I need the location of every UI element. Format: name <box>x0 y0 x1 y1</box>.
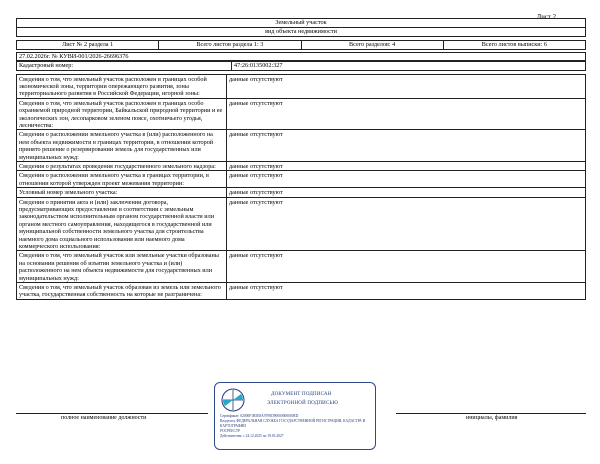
object-title: Земельный участок <box>17 19 586 28</box>
stamp-meta <box>220 414 372 439</box>
cadastral-value: 47:26:0135002:327 <box>232 62 586 71</box>
detail-label: Сведения о том, что земельный участок расположен в границах особой экономической зоны, территории опережающего развития, зоны территориального развития в Российской Федерации, игорной зоны: <box>17 74 227 98</box>
detail-value: данные отсутствуют <box>227 283 586 300</box>
position-line <box>16 413 208 414</box>
cadastral-bar <box>16 61 586 71</box>
cadastral-label: Кадастровый номер: <box>17 62 232 71</box>
position-caption: полное наименование должности <box>61 415 147 421</box>
rosreestr-logo-icon <box>221 388 245 412</box>
detail-label: Сведения о принятии акта и (или) заключении договора, предусматривающих предоставление в соответствии с земельным законодательством исполнительным органом государственной власти или органом местного самоуправления, находящегося в государственной или муниципальной собственности земельного участка для строительства наемного дома социального использования или наемного дома коммерческого использования: <box>17 197 227 251</box>
detail-label: Условный номер земельного участка: <box>17 188 227 197</box>
object-kind: вид объекта недвижимости <box>17 28 586 37</box>
extract-sheet <box>16 18 586 300</box>
stamp-title-1: ДОКУМЕНТ ПОДПИСАН <box>271 392 332 397</box>
detail-label: Сведения о расположении земельного участка в (или) расположенного на нем объекта недвижимости в границах территории, в отношении которой принято решение о резервировании земель для государственных или муниципальных нужд: <box>17 130 227 162</box>
detail-value: данные отсутствуют <box>227 161 586 170</box>
detail-row <box>17 171 586 188</box>
extract-number-bar <box>16 52 586 62</box>
stamp-title-2: ЭЛЕКТРОННОЙ ПОДПИСЬЮ <box>267 401 338 406</box>
total-sheets-section: Всего листов раздела 1: 3 <box>159 41 301 50</box>
detail-row <box>17 98 586 130</box>
detail-row <box>17 130 586 162</box>
detail-row <box>17 251 586 283</box>
extract-number: 27.02.2026г. № КУВИ-001/2026-26696376 <box>17 52 586 61</box>
detail-value: данные отсутствуют <box>227 188 586 197</box>
total-sheets-extract: Всего листов выписки: 6 <box>443 41 585 50</box>
detail-row <box>17 283 586 300</box>
name-caption: инициалы, фамилия <box>466 415 518 421</box>
stamp-owner: Владелец: ФЕДЕРАЛЬНАЯ СЛУЖБА ГОСУДАРСТВЕННОЙ РЕГИСТРАЦИИ, КАДАСТРА И КАРТОГРАФИИ <box>220 419 366 428</box>
detail-value: данные отсутствуют <box>227 171 586 188</box>
sheet-number: Лист 2 <box>536 14 556 21</box>
detail-row <box>17 197 586 251</box>
detail-row <box>17 161 586 170</box>
detail-label: Сведения о результатах проведения государственного земельного надзора: <box>17 161 227 170</box>
total-sections: Всего разделов: 4 <box>301 41 443 50</box>
detail-value: данные отсутствуют <box>227 251 586 283</box>
detail-value: данные отсутствуют <box>227 98 586 130</box>
name-line <box>396 413 586 414</box>
detail-row <box>17 188 586 197</box>
detail-label: Сведения о том, что земельный участок или земельные участки образованы на основании решения об изъятии земельного участка и (или) расположенного на нем объекта недвижимости для государственных или муниципальных нужд: <box>17 251 227 283</box>
detail-label: Сведения о расположении земельного участка в границах территории, в отношении которой утвержден проект межевания территории: <box>17 171 227 188</box>
stamp-validity: Действителен: с 24.12.2025 по 19.03.2027 <box>220 434 284 438</box>
detail-value: данные отсутствуют <box>227 130 586 162</box>
detail-row <box>17 74 586 98</box>
details-table <box>16 74 586 300</box>
header-table <box>16 18 586 37</box>
stamp-owner-2: РОСРЕЕСТР <box>220 429 241 433</box>
detail-value: данные отсутствуют <box>227 74 586 98</box>
sheet-info-bar <box>16 40 586 50</box>
sheet-of-section: Лист № 2 раздела 1 <box>17 41 159 50</box>
detail-label: Сведения о том, что земельный участок образован из земель или земельного участка, государственная собственность на которые не разграничена: <box>17 283 227 300</box>
detail-value: данные отсутствуют <box>227 197 586 251</box>
e-signature-stamp <box>214 382 376 450</box>
stamp-certificate: Сертификат: 02000F1B5E8A97F0D90000000000ED <box>220 414 299 418</box>
detail-label: Сведения о том, что земельный участок расположен в границах особо охраняемой природной территории, Байкальской природной территории и ее экологических зон, лесопарковом зеленом поясе, охотничьего угодья, лесничества: <box>17 98 227 130</box>
